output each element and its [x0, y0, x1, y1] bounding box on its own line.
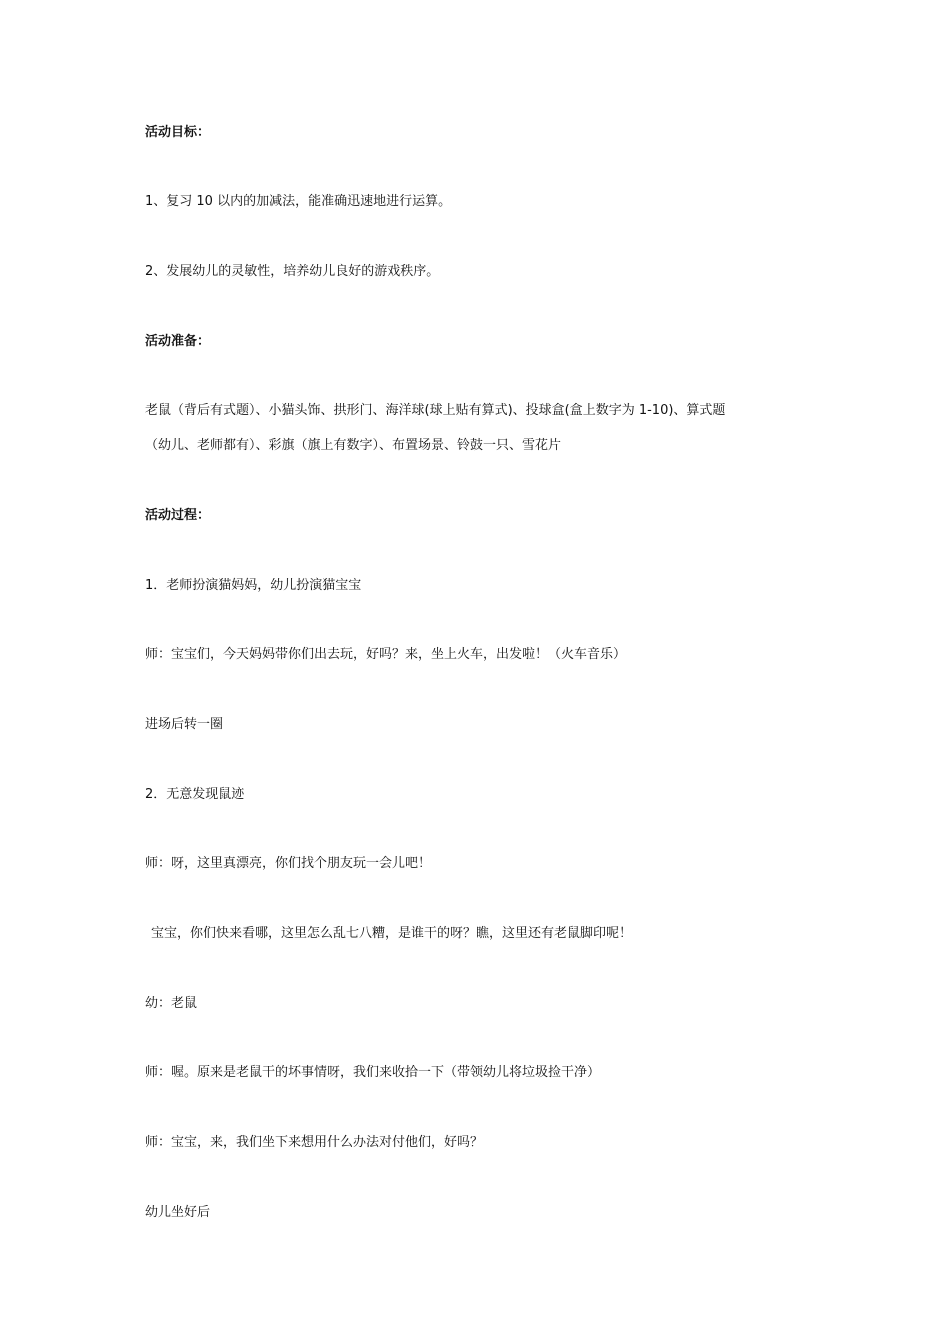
- goal-item-1: 1、复习 10 以内的加减法，能准确迅速地进行运算。: [145, 194, 452, 209]
- process-step-2: 2．无意发现鼠迹: [145, 787, 245, 802]
- goal-item-2: 2、发展幼儿的灵敏性，培养幼儿良好的游戏秩序。: [145, 264, 440, 279]
- process-step-1: 1．老师扮演猫妈妈，幼儿扮演猫宝宝: [145, 578, 362, 593]
- goal-heading: 活动目标：: [145, 125, 211, 140]
- teacher-line-4: 师：喔。原来是老鼠干的坏事情呀，我们来收拾一下（带领幼儿将垃圾捡干净）: [145, 1065, 601, 1080]
- prep-line-1: 老鼠（背后有式题）、小猫头饰、拱形门、海洋球(球上贴有算式)、投球盒(盒上数字为 1-10)、算式题: [145, 403, 726, 418]
- child-line-1: 幼：老鼠: [145, 996, 198, 1011]
- teacher-line-1: 师：宝宝们，今天妈妈带你们出去玩，好吗？来，坐上火车，出发啦！（火车音乐）: [145, 647, 627, 662]
- teacher-line-5: 师：宝宝，来，我们坐下来想用什么办法对付他们，好吗？: [145, 1135, 484, 1150]
- process-heading: 活动过程：: [145, 508, 211, 523]
- prep-line-2: （幼儿、老师都有）、彩旗（旗上有数字）、布置场景、铃鼓一只、雪花片: [145, 438, 562, 453]
- prep-heading: 活动准备：: [145, 334, 211, 349]
- action-line-2: 幼儿坐好后: [145, 1205, 211, 1220]
- action-line-1: 进场后转一圈: [145, 717, 224, 732]
- teacher-line-2: 师：呀，这里真漂亮，你们找个朋友玩一会儿吧！: [145, 856, 432, 871]
- teacher-line-3: 宝宝，你们快来看哪，这里怎么乱七八糟，是谁干的呀？瞧，这里还有老鼠脚印呢！: [151, 926, 633, 941]
